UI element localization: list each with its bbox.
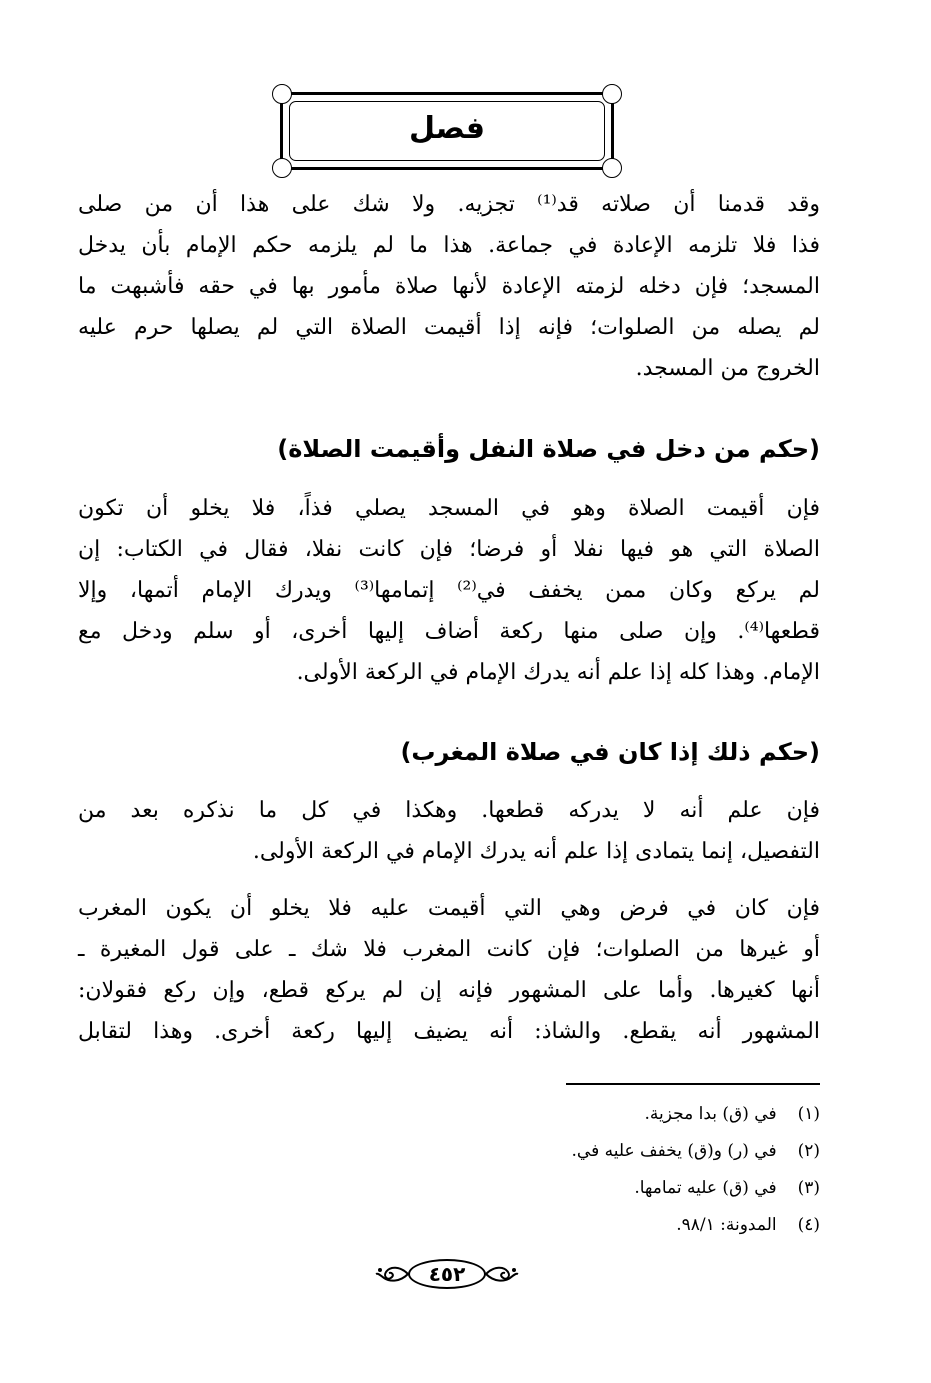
- paragraph-1: [78, 184, 820, 389]
- section-heading-2: (حكم ذلك إذا كان في صلاة المغرب): [400, 738, 820, 766]
- text-line: المشهور أنه يقطع. والشاذ: أنه يضيف إليها ركعة أخرى. وهذا لتقابل: [78, 1019, 820, 1044]
- footnote: (٢) في (ر) و(ق) يخفف عليه في.: [571, 1141, 820, 1161]
- text-line: التفصيل، إنما يتمادى إذا علم أنه يدرك الإمام في الركعة الأولى.: [252, 839, 820, 864]
- footnote: (٤) المدونة: ٩٨/١.: [676, 1215, 820, 1235]
- text-line: قطعها⁽⁴⁾. وإن صلى منها ركعة أضاف إليها أخرى، أو سلم ودخل مع: [78, 619, 820, 644]
- title-frame: [280, 92, 614, 170]
- text-line: وقد قدمنا أن صلاته قد⁽¹⁾ تجزيه. ولا شك على هذا أن من صلى: [78, 192, 820, 217]
- text-line: فإن كان في فرض وهي التي أقيمت عليه فلا يخلو أن يكون المغرب: [78, 896, 820, 921]
- section-title: فصل: [409, 111, 485, 146]
- page-number: ٤٥٢: [408, 1259, 486, 1289]
- flourish-left-icon: [374, 1256, 410, 1292]
- text-line: فإن أقيمت الصلاة وهو في المسجد يصلي فذاً، فلا يخلو أن تكون: [78, 496, 820, 521]
- flourish-right-icon: [484, 1256, 520, 1292]
- paragraph-3: [78, 790, 820, 872]
- footnote-separator: [566, 1083, 820, 1085]
- footnote: (١) في (ق) بدا مجزية.: [644, 1104, 820, 1124]
- text-line: لم يركع وكان ممن يخفف في⁽²⁾ إتمامها⁽³⁾ ويدرك الإمام أتمها، وإلا: [78, 578, 820, 603]
- paragraph-2: [78, 488, 820, 693]
- page-number-ornament: [374, 1256, 520, 1292]
- footnotes: [300, 1096, 820, 1244]
- text-line: الخروج من المسجد.: [635, 356, 820, 381]
- text-line: فإن علم أنه لا يدركه قطعها. وهكذا في كل ما نذكره بعد من: [78, 798, 820, 823]
- text-line: فذا فلا تلزمه الإعادة في جماعة. هذا ما لم يلزمه حكم الإمام بأن يدخل: [78, 233, 820, 258]
- text-line: أنها كغيرها. وأما على المشهور فإنه إن لم يركع قطع، وإن ركع فقولان:: [78, 978, 820, 1003]
- text-line: الإمام. وهذا كله إذا علم أنه يدرك الإمام في الركعة الأولى.: [296, 660, 820, 685]
- text-line: أو غيرها من الصلوات؛ فإن كانت المغرب فلا شك ـ على قول المغيرة ـ: [78, 937, 820, 962]
- text-line: لم يصله من الصلوات؛ فإنه إذا أقيمت الصلاة التي لم يصلها حرم عليه: [78, 315, 820, 340]
- text-line: المسجد؛ فإن دخله لزمته الإعادة لأنها صلاة مأمور بها في حقه فأشبهت ما: [78, 274, 820, 299]
- paragraph-4: [78, 888, 820, 1052]
- section-heading-1: (حكم من دخل في صلاة النفل وأقيمت الصلاة): [277, 435, 820, 463]
- text-line: الصلاة التي هو فيها نفلا أو فرضا؛ فإن كانت نفلا، فقال في الكتاب: إن: [78, 537, 820, 562]
- footnote: (٣) في (ق) عليه تمامها.: [634, 1178, 820, 1198]
